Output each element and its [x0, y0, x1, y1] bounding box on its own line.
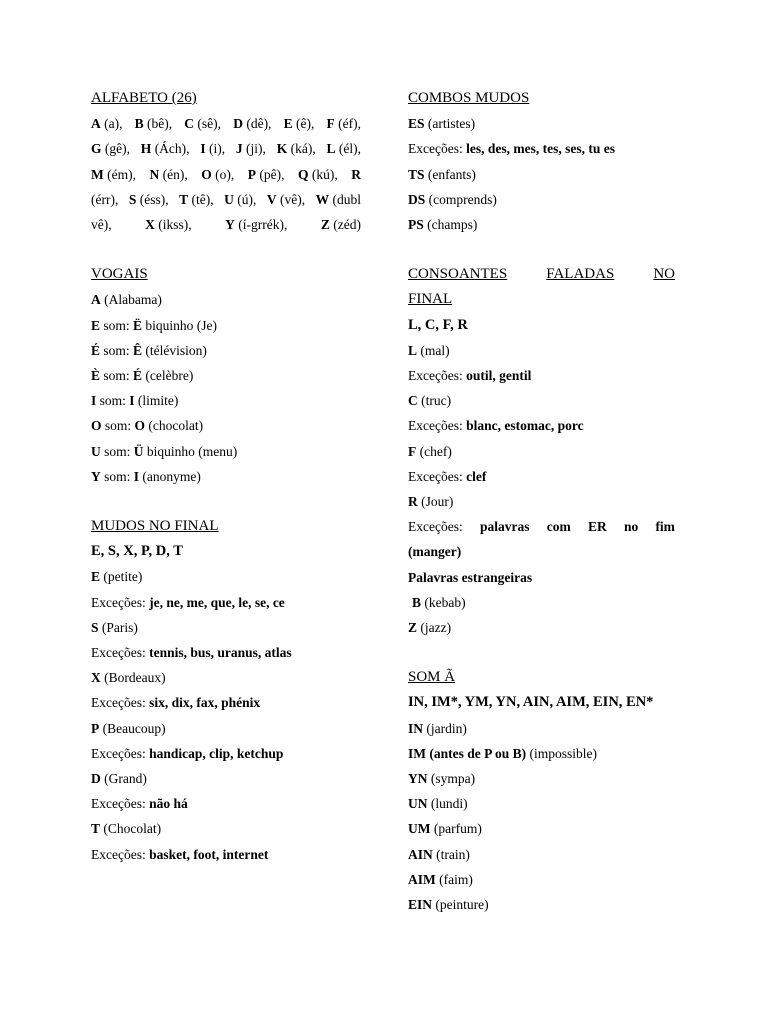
section-title-line2: FINAL: [408, 291, 453, 308]
title-word: FALADAS: [546, 266, 615, 283]
section-title: ALFABETO (26): [91, 90, 197, 106]
exceptions-r: [408, 514, 675, 539]
pronunciation: (éss),: [136, 191, 169, 207]
pronunciation: (ém),: [103, 166, 136, 182]
exceptions-line: [91, 791, 361, 816]
letter: H: [140, 141, 152, 157]
alphabet-entry: [145, 212, 192, 237]
exceptions-label: Exceções:: [408, 468, 467, 484]
entry-word: (impossible): [526, 745, 597, 761]
entry-key: P: [91, 720, 100, 736]
alphabet-entry: [277, 136, 316, 161]
pronunciation: (ji),: [242, 141, 266, 157]
combo-entry: [408, 111, 675, 136]
exceptions-r-tail: [408, 539, 675, 564]
letter: F: [326, 116, 335, 132]
combo-text: (enfants): [424, 166, 476, 182]
vowel-mid: som:: [100, 443, 134, 459]
entry-word: (mal): [417, 342, 450, 358]
alphabet-entry: [351, 162, 361, 187]
letter: A: [91, 116, 101, 132]
pronunciation: (érr),: [91, 191, 119, 207]
section-combos-mudos: [408, 86, 675, 237]
exceptions-label: Exceções:: [408, 418, 467, 434]
alphabet-entry: [201, 162, 234, 187]
foreign-list: [408, 590, 675, 640]
vowel-entry: [91, 413, 361, 438]
vowel-example: biquinho (menu): [143, 443, 238, 459]
letter: Z: [320, 217, 330, 233]
combo-text: (comprends): [425, 191, 497, 207]
alphabet-entry: [91, 111, 122, 136]
entry-key: S: [91, 619, 99, 635]
entry-word: (truc): [417, 393, 452, 409]
entry-word: (Jour): [417, 494, 454, 510]
alphabet-entry: [327, 111, 361, 136]
entry-key: AIN: [408, 846, 433, 862]
pronunciation: (én),: [159, 166, 188, 182]
letter: K: [276, 141, 288, 157]
entry-key: IM (antes de P ou B): [408, 745, 527, 761]
vowel-key: È: [91, 368, 101, 384]
vowel-example: (anonyme): [139, 468, 201, 484]
letter: X: [145, 217, 155, 233]
section-som-a: [408, 665, 675, 917]
section-title: VOGAIS: [91, 266, 148, 283]
pronunciation: (ê),: [292, 116, 315, 132]
vowel-sound: I: [133, 468, 140, 484]
vowel-mid: som:: [100, 468, 134, 484]
pronunciation: (zéd): [329, 217, 361, 233]
pronunciation: (dê),: [242, 116, 272, 132]
vowel-key: I: [91, 393, 97, 409]
exceptions-words: je, ne, me, que, le, se, ce: [149, 594, 285, 610]
combo-entry: [408, 187, 675, 212]
alphabet-entry: [327, 136, 362, 161]
pronunciation: (ú),: [233, 191, 257, 207]
alphabet-entry: [316, 187, 361, 212]
nasal-entry: [408, 816, 675, 841]
alphabet-entry: [91, 162, 136, 187]
alphabet-entry: [224, 187, 256, 212]
vowel-sound: É: [133, 368, 143, 384]
vowel-sound: Ü: [133, 443, 144, 459]
alphabet-entry: [135, 111, 173, 136]
exceptions-words: six, dix, fax, phénix: [149, 695, 261, 711]
pronunciation: (i),: [205, 141, 226, 157]
exceptions-words: tennis, bus, uranus, atlas: [149, 645, 292, 661]
exceptions-words: basket, foot, internet: [149, 846, 269, 862]
letter: N: [149, 166, 160, 182]
alphabet-line: [91, 162, 361, 187]
alphabet-line: [91, 136, 361, 161]
alphabet-line: [91, 212, 361, 237]
vowel-mid: som:: [101, 418, 135, 434]
vowel-mid: som:: [100, 342, 134, 358]
combo-key: DS: [408, 191, 426, 207]
section-title: MUDOS NO FINAL: [91, 518, 219, 535]
letter: D: [233, 116, 243, 132]
vowel-entry: [91, 388, 361, 413]
entry-key: L: [408, 342, 418, 358]
entry-key: F: [408, 443, 417, 459]
exceptions-label: Exceções:: [91, 695, 150, 711]
vowel-example: (limite): [134, 393, 179, 409]
section-subtitle: E, S, X, P, D, T: [91, 543, 183, 560]
combo-entry: [408, 212, 675, 237]
pronunciation: (éf),: [334, 116, 361, 132]
vowel-entry: [91, 439, 361, 464]
combo-key: ES: [408, 116, 425, 132]
entry-word: (Chocolat): [100, 821, 162, 837]
exc-word: fim: [655, 519, 675, 535]
alphabet-entry: [91, 187, 118, 212]
entry-key: YN: [408, 771, 428, 787]
combo-list: [408, 111, 675, 237]
entry-key: AIM: [408, 871, 436, 887]
silent-entry: [91, 766, 361, 791]
combo-key: TS: [408, 166, 425, 182]
letter: R: [351, 166, 361, 182]
vowel-entry: [91, 363, 361, 388]
nasal-entry: [408, 716, 675, 741]
spoken-entry: [408, 439, 675, 464]
combo-key: PS: [408, 217, 424, 233]
vowel-entry: [91, 287, 361, 312]
exceptions-label: Exceções:: [91, 594, 150, 610]
exceptions-line: [91, 741, 361, 766]
vowel-entry: [91, 313, 361, 338]
entry-key: Z: [408, 620, 418, 636]
pronunciation: (gê),: [101, 141, 130, 157]
vowel-key: Y: [91, 468, 101, 484]
nasal-entry: [408, 766, 675, 791]
vowel-mid: som:: [96, 393, 130, 409]
alphabet-entry: [267, 187, 305, 212]
alphabet-entry: [184, 111, 221, 136]
alphabet-entry: [179, 187, 214, 212]
entry-word: (train): [432, 846, 470, 862]
exceptions-line: [408, 464, 675, 489]
letter: J: [235, 141, 243, 157]
exceptions-label: Exceções:: [91, 846, 150, 862]
exceptions-words: clef: [466, 468, 487, 484]
vowel-entry: [91, 464, 361, 489]
exc-word: ER: [587, 519, 607, 535]
combo-entry: [408, 162, 675, 187]
pronunciation: vê),: [91, 217, 112, 233]
entry-word: (sympa): [427, 771, 476, 787]
letter: Q: [297, 166, 309, 182]
entry-key: IN: [408, 720, 424, 736]
vowel-key: É: [91, 342, 101, 358]
entry-word: (lundi): [427, 796, 468, 812]
vowel-sound: Ë: [133, 317, 143, 333]
letter: L: [326, 141, 336, 157]
entry-word: (Beaucoup): [99, 720, 166, 736]
section-alfabeto: [91, 86, 361, 237]
exceptions-line: [91, 690, 361, 715]
pronunciation: (ikss),: [154, 217, 192, 233]
section-title: SOM Ã: [408, 669, 456, 686]
alphabet-entry: [298, 162, 338, 187]
alphabet-entry: [284, 111, 315, 136]
letter: V: [266, 191, 277, 207]
vowel-example: (télévision): [142, 342, 207, 358]
entry-word: (parfum): [430, 821, 482, 837]
letter: T: [179, 191, 189, 207]
letter: S: [128, 191, 137, 207]
exceptions-line: [91, 640, 361, 665]
exceptions-words: não há: [149, 796, 188, 812]
exceptions-words: outil, gentil: [466, 368, 532, 384]
entry-key: D: [91, 771, 101, 787]
exceptions-words: blanc, estomac, porc: [466, 418, 584, 434]
section-title-line1: [408, 262, 675, 287]
combo-text: Exceções:: [408, 141, 467, 157]
vowel-sound: I: [129, 393, 135, 409]
entry-word: (peinture): [432, 897, 489, 913]
alphabet-entry: [129, 187, 169, 212]
vowel-example: (chocolat): [145, 418, 204, 434]
nasal-entry: [408, 892, 675, 917]
nasal-entry: [408, 867, 675, 892]
nasal-entry: [408, 791, 675, 816]
entry-key: UN: [408, 796, 428, 812]
alphabet-entry: [91, 212, 112, 237]
exc-word: no: [623, 519, 639, 535]
alphabet-entry: [321, 212, 361, 237]
silent-entry: [91, 816, 361, 841]
exceptions-words: handicap, clip, ketchup: [149, 745, 284, 761]
entry-key: R: [408, 494, 418, 510]
foreign-entry: [408, 615, 675, 640]
entry-word: (faim): [435, 871, 473, 887]
letter: C: [184, 116, 195, 132]
entry-key: UM: [408, 821, 431, 837]
entry-key: E: [91, 569, 101, 585]
foreign-words-note: [408, 565, 675, 590]
entry-word: (petite): [100, 569, 143, 585]
pronunciation: (í-grrék),: [234, 217, 288, 233]
letter: U: [224, 191, 234, 207]
letter: E: [283, 116, 293, 132]
vowel-key: E: [91, 317, 101, 333]
foreign-entry: [408, 590, 675, 615]
alphabet-line: [91, 111, 361, 136]
vowel-key: O: [91, 418, 102, 434]
entry-key: T: [91, 821, 101, 837]
entry-key: C: [408, 393, 418, 409]
vowel-example: (celèbre): [142, 368, 194, 384]
section-title: COMBOS MUDOS: [408, 90, 530, 106]
exc-tail: (manger): [408, 544, 462, 560]
entry-word: (Grand): [100, 771, 147, 787]
pronunciation: (ká),: [287, 141, 316, 157]
title-word: CONSOANTES: [408, 266, 508, 283]
spoken-entry: [408, 338, 675, 363]
exceptions-label: Exceções:: [91, 645, 150, 661]
exceptions-label: Exceções:: [408, 519, 463, 535]
nasal-entry: [408, 741, 675, 766]
exceptions-line: [91, 842, 361, 867]
letter: W: [315, 191, 330, 207]
spoken-final-list: [408, 338, 675, 489]
letter: B: [134, 116, 144, 132]
alphabet-entry: [225, 212, 287, 237]
combo-text: (artistes): [424, 116, 476, 132]
entry-word: (Paris): [98, 619, 138, 635]
exceptions-label: Exceções:: [91, 745, 150, 761]
alphabet-entry: [233, 111, 271, 136]
nasal-list: [408, 716, 675, 918]
silent-entry: [91, 665, 361, 690]
exc-word: palavras: [479, 519, 530, 535]
pronunciation: (vê),: [276, 191, 306, 207]
pronunciation: (dubl: [329, 191, 361, 207]
vowel-mid: som:: [100, 368, 134, 384]
pronunciation: (pê),: [255, 166, 285, 182]
silent-entry: [91, 615, 361, 640]
vowel-list: [91, 287, 361, 489]
vowel-key: U: [91, 443, 101, 459]
pronunciation: (kú),: [308, 166, 338, 182]
title-word: NO: [653, 266, 675, 283]
entry-word: (kebab): [421, 594, 466, 610]
exceptions-label: Exceções:: [408, 368, 467, 384]
combo-exceptions: les, des, mes, tes, ses, tu es: [466, 141, 615, 157]
pronunciation: (o),: [211, 166, 235, 182]
exceptions-line: [91, 590, 361, 615]
entry-key: X: [91, 670, 101, 686]
entry-r: [408, 489, 675, 514]
entry-word: (Bordeaux): [100, 670, 166, 686]
vowel-sound: Ê: [133, 342, 143, 358]
foreign-words-label: Palavras estrangeiras: [408, 569, 533, 585]
section-consoantes: [408, 262, 675, 640]
alphabet-entry: [200, 136, 225, 161]
section-subtitle: L, C, F, R: [408, 316, 468, 333]
letter: O: [201, 166, 212, 182]
letter: P: [247, 166, 256, 182]
letter: I: [200, 141, 206, 157]
letter: G: [91, 141, 102, 157]
letter: M: [91, 166, 104, 182]
exc-word: com: [546, 519, 571, 535]
pronunciation: (sê),: [194, 116, 222, 132]
entry-key: B: [412, 594, 422, 610]
right-column: [408, 86, 675, 917]
alphabet-entry: [141, 136, 190, 161]
vowel-key: A: [91, 292, 101, 308]
alphabet-entry: [236, 136, 266, 161]
alphabet-line: [91, 187, 361, 212]
section-vogais: [91, 262, 361, 489]
exceptions-line: [408, 363, 675, 388]
vowel-entry: [91, 338, 361, 363]
alphabet-entry: [149, 162, 187, 187]
nasal-entry: [408, 842, 675, 867]
letter: Y: [225, 217, 235, 233]
alphabet-lines: [91, 111, 361, 237]
section-mudos-final: [91, 514, 361, 867]
alphabet-entry: [248, 162, 285, 187]
vowel-example: biquinho (Je): [142, 317, 218, 333]
combo-text: (champs): [423, 217, 478, 233]
exceptions-line: [408, 413, 675, 438]
vowel-sound: O: [134, 418, 146, 434]
pronunciation: (él),: [335, 141, 361, 157]
pronunciation: (tê),: [188, 191, 214, 207]
vowel-mid: (Alabama): [100, 292, 162, 308]
entry-word: (chef): [416, 443, 452, 459]
section-subtitle: IN, IM*, YM, YN, AIN, AIM, EIN, EN*: [408, 694, 654, 711]
silent-entry: [91, 564, 361, 589]
silent-entry: [91, 716, 361, 741]
pronunciation: (bê),: [143, 116, 173, 132]
exceptions-label: Exceções:: [91, 796, 150, 812]
pronunciation: (Ách),: [151, 141, 190, 157]
alphabet-entry: [91, 136, 130, 161]
vowel-mid: som:: [100, 317, 134, 333]
left-column: [91, 86, 361, 867]
silent-final-list: [91, 564, 361, 866]
entry-key: EIN: [408, 897, 433, 913]
combo-entry: [408, 136, 675, 161]
entry-word: (jazz): [417, 620, 452, 636]
spoken-entry: [408, 388, 675, 413]
pronunciation: (a),: [100, 116, 123, 132]
entry-word: (jardin): [423, 720, 467, 736]
